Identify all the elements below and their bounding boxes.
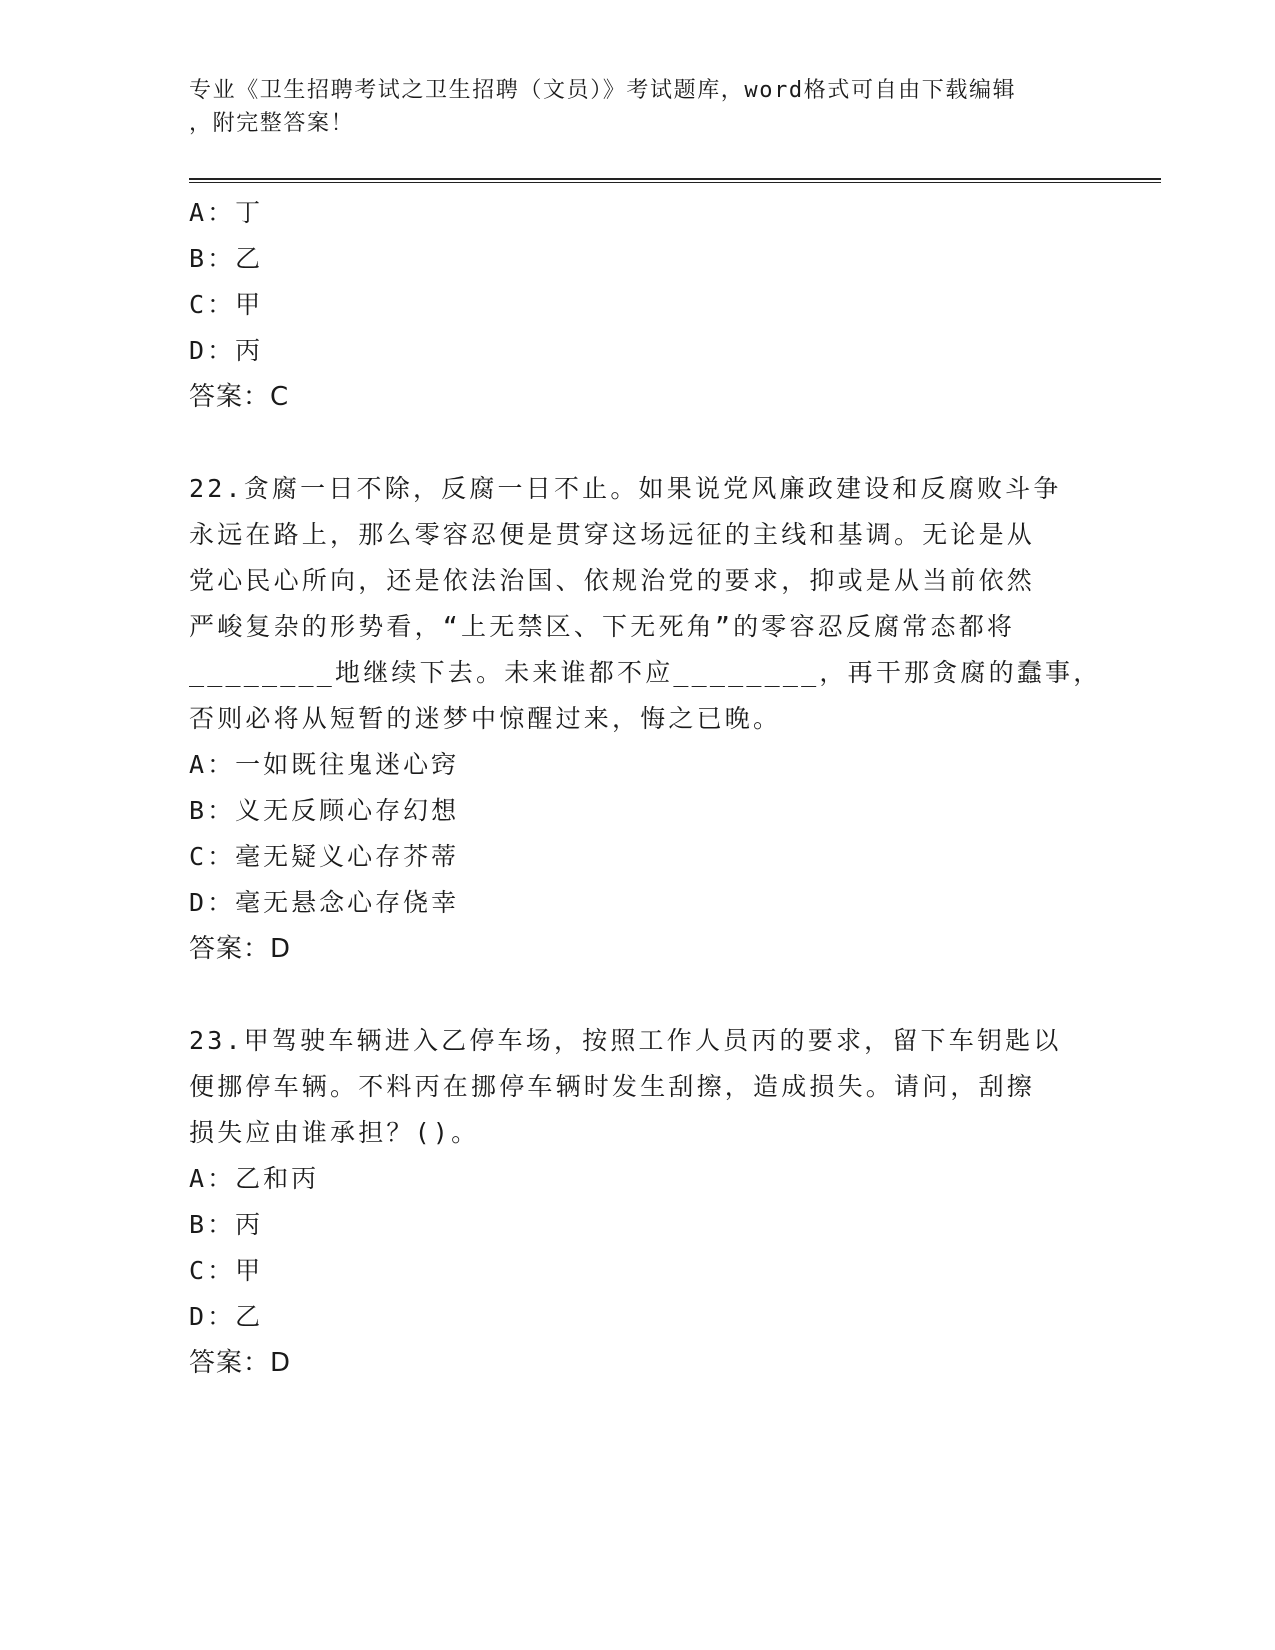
answer-line: 答案：D [189, 934, 292, 964]
question-23 [189, 1018, 1089, 1386]
option-a: A：丁 [189, 198, 264, 227]
answer-line: 答案：D [189, 1348, 292, 1378]
option-c: C：甲 [189, 1256, 264, 1285]
question-stem [189, 466, 1102, 742]
question-22 [189, 466, 1102, 972]
option-b: B：丙 [189, 1210, 264, 1239]
stem-line: 否则必将从短暂的迷梦中惊醒过来，悔之已晚。 [189, 704, 782, 733]
option-a: A：乙和丙 [189, 1164, 320, 1193]
option-b: B：义无反顾心存幻想 [189, 796, 460, 825]
option-c: C：甲 [189, 290, 264, 319]
stem-line: 23.甲驾驶车辆进入乙停车场，按照工作人员丙的要求，留下车钥匙以 [189, 1026, 1062, 1055]
spacer [189, 420, 1089, 466]
stem-line: 党心民心所向，还是依法治国、依规治党的要求，抑或是从当前依然 [189, 566, 1036, 595]
answer-line: 答案：C [189, 382, 290, 412]
option-b: B：乙 [189, 244, 264, 273]
option-d: D：毫无悬念心存侥幸 [189, 888, 460, 917]
question-21-continued [189, 190, 1089, 420]
option-d: D：丙 [189, 336, 264, 365]
header-title-line-2: ，附完整答案！ [189, 111, 355, 136]
spacer [189, 972, 1089, 1018]
document-header [189, 74, 1089, 140]
question-stem [189, 1018, 1089, 1156]
option-c: C：毫无疑义心存芥蒂 [189, 842, 460, 871]
option-d: D：乙 [189, 1302, 264, 1331]
document-body [189, 190, 1102, 1386]
stem-line: 22.贪腐一日不除，反腐一日不止。如果说党风廉政建设和反腐败斗争 [189, 474, 1062, 503]
stem-line: 便挪停车辆。不料丙在挪停车辆时发生刮擦，造成损失。请问，刮擦 [189, 1072, 1036, 1101]
stem-line: 永远在路上，那么零容忍便是贯穿这场远征的主线和基调。无论是从 [189, 520, 1036, 549]
option-a: A：一如既往鬼迷心窍 [189, 750, 460, 779]
stem-line: ________地继续下去。未来谁都不应________，再干那贪腐的蠢事， [189, 658, 1102, 687]
header-divider [189, 178, 1161, 183]
stem-line: 严峻复杂的形势看，“上无禁区、下无死角”的零容忍反腐常态都将 [189, 612, 1016, 641]
stem-line: 损失应由谁承担？()。 [189, 1118, 480, 1147]
header-title-line-1: 专业《卫生招聘考试之卫生招聘（文员）》考试题库，word格式可自由下载编辑 [189, 78, 1017, 103]
